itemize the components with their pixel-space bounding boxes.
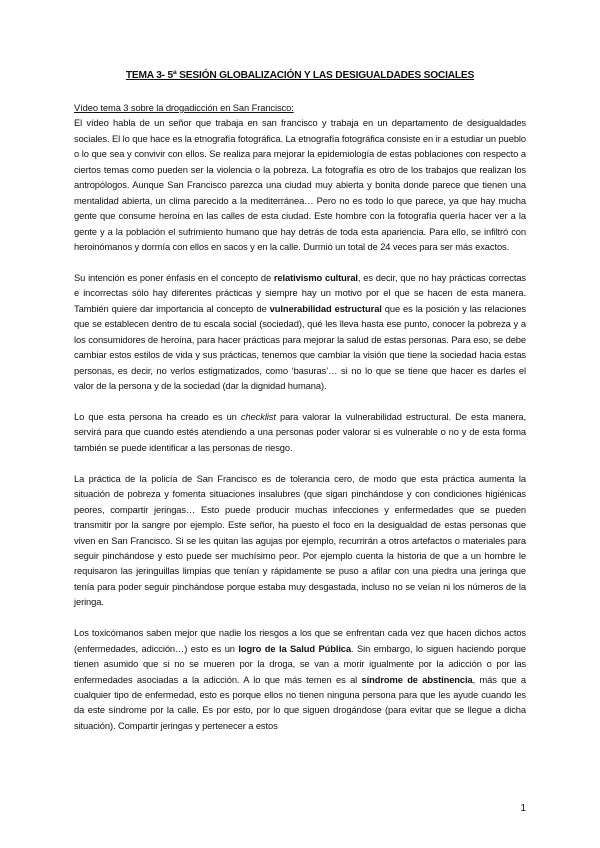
term-vulnerabilidad-estructural: vulnerabilidad estructural [269,303,382,314]
document-body [74,101,526,750]
paragraph-2-text-c: , es decir, que no hay prácticas correctas e incorrectas sólo hay diferentes prácticas y siempre hay un motivo por el que se hacen de esta manera. También quiere dar importancia al concepto de [74,272,526,314]
paragraph-3 [74,410,526,456]
paragraph-2-text-e: que es la posición y las relaciones que se establecen dentro de tu escala social (sociedad), qué les lleva hasta ese punto, conocer la pobreza y a los consumidores de heroína, para hacer prácticas para mejorar la salud de estas personas. Para eso, se debe cambiar estos estilos de vida y sus prácticas, tenemos que cambiar la visión que tiene la sociedad hacia estas personas, es decir, no verlos estigmatizados, como ‘basuras’… si no lo que se tiene que hacer es darles el valor de la persona y de la sociedad (dar la dignidad humana). [74,303,526,392]
term-logro-salud-publica: logro de la Salud Pública [238,643,352,654]
paragraph-4: La práctica de la policía de San Francisco es de tolerancia cero, de modo que esta práctica aumenta la situación de pobreza y fomenta situaciones insalubres (que sigan pinchándose y con condiciones higiénicas peores, compartir jeringas… Esto puede producir muchas infecciones y enfermedades que se pueden transmitir por la sangre por ejemplo. Este señor, ha puesto el foco en la desigualdad de estas personas que viven en San Francisco. Si se les quitan las agujas por ejemplo, recurrirán a otros artefactos o materiales para seguir pinchándose y esto puede ser muchísimo peor. Por ejemplo cuenta la historia de que a un hombre le requisaron las jeringuillas limpias que tenían y rápidamente se puso a afilar con una piedra una jeringa que tenía para poder seguir pinchándose porque estaba muy desgastada, incluso no se veían ni los números de la jeringa. [74,473,526,608]
section-subtitle: Vídeo tema 3 sobre la drogadicción en San Francisco: [74,103,294,113]
paragraph-2-text-a: Su intención es poner énfasis en el concepto de [74,272,274,283]
page-title: TEMA 3- 5ª SESIÓN GLOBALIZACIÓN Y LAS DESIGUALDADES SOCIALES [125,70,475,81]
paragraph-3-text-c: para valorar la vulnerabilidad estructural. De esta manera, servirá para que cuando estés atendiendo a una personas poder valorar si es vulnerable o no y de esta forma también se puede identificar a las personas de riesgo. [74,411,526,453]
paragraph-5-text-e: , más que a cualquier tipo de enfermedad, esto es porque ellos no tienen ninguna persona para que les ayude cuando les da este síndrome por la calle. Es por esto, por lo que siguen drogándose (para evitar que se llegue a dicha situación). Compartir jeringas y pertenecer a estos [74,674,526,731]
paragraph-5-text-c: . Sin embargo, lo siguen haciendo porque tienen asumido que si no se mueren por la droga, se van a morir igualmente por la adicción o por las enfermedades asociadas a la adicción. A lo que más temen es al [74,643,527,685]
page-number: 1 [520,803,526,814]
term-sindrome-abstinencia: síndrome de abstinencia [361,674,473,685]
paragraph-2 [74,271,526,395]
paragraph-1-text: El vídeo habla de un señor que trabaja en san francisco y trabaja en un departamento de desigualdades sociales. El lo que hace es la etnografía fotográfica. La etnografía fotográfica consiste en ir a estudiar un pueblo o lo que sea y convivir con ellos. Se realiza para mejorar la epidemiología de estas poblaciones con respecto a ciertos temas como pueden ser la violencia o la pobreza. La fotografía es otro de los trabajos que realizan los antropólogos. Aunque San Francisco parezca una ciudad muy abierta y bonita donde parece que tienen una mentalidad abierta, un clima parecido a la mediterránea… Pero no es todo lo que parece, ya que hay mucha gente que consume heroína en las calles de esta ciudad. Este hombre con la fotografía quería hacer ver a la gente y a la población el sufrimiento humano que hay detrás de toda esta apariencia. Para ello, se infiltró con heroinómanos y dormía con ellos en sacos y en la calle. Durmió un total de 24 veces para ser más exactos. [74,118,526,253]
term-relativismo-cultural: relativismo cultural [273,272,358,283]
paragraph-1 [74,101,526,256]
paragraph-5 [74,626,526,734]
paragraph-5-text-a: Los toxicómanos saben mejor que nadie los riesgos a los que se enfrentan cada vez que hacen dichos actos (enfermedades, adicción…) esto es un [74,628,526,654]
paragraph-3-text-a: Lo que esta persona ha creado es un [74,411,241,422]
term-checklist: checklist [240,411,276,422]
